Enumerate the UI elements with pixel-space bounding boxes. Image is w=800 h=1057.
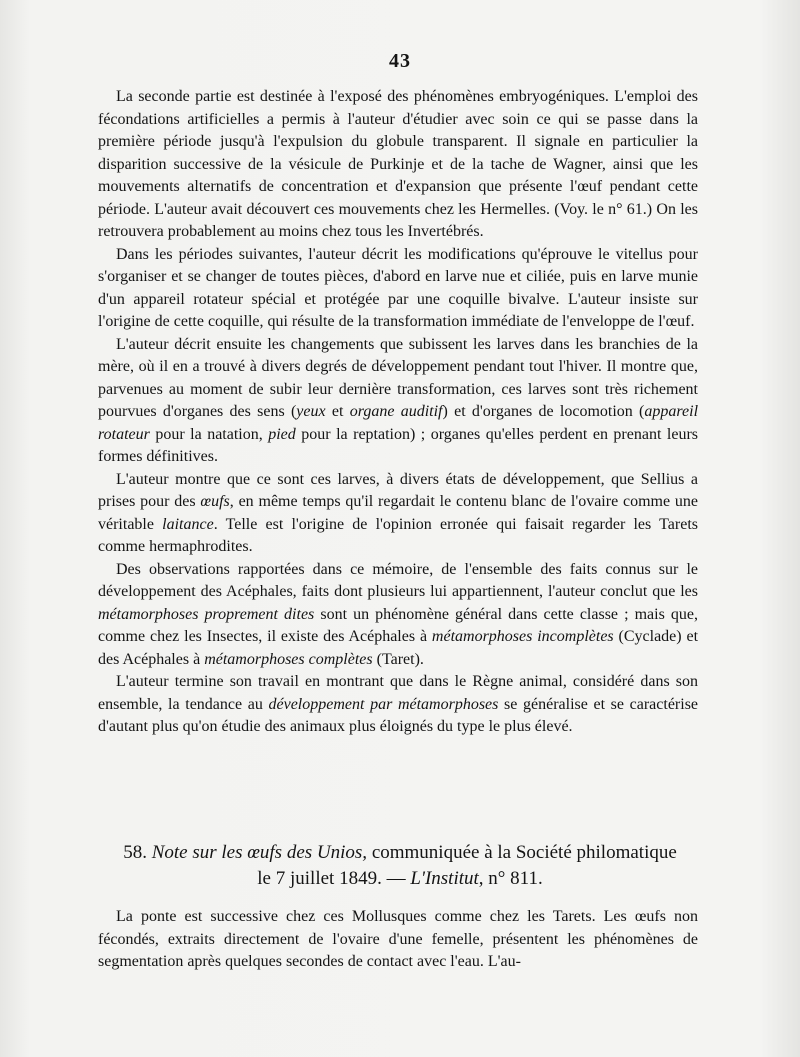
entry-title-rest: communiquée à la Société philomatique	[367, 842, 677, 863]
body-text	[98, 86, 698, 739]
page-number: 43	[389, 50, 411, 72]
following-paragraph: La ponte est successive chez ces Mollusques comme chez les Tarets. Les œufs non fécondés, extraits directement de l'ovaire d'une femelle, présentent les phénomènes de segmentation après quelques secondes de contact avec l'eau. L'au-	[98, 908, 698, 970]
text-run: L'auteur montre que ce sont ces larves, à divers états de développement, que Sellius a prises pour des	[98, 470, 698, 510]
italic-text: métamorphoses incomplètes	[431, 628, 614, 645]
text-run: , en même temps qu'il regardait le contenu blanc de l'ovaire comme une véritable	[98, 493, 698, 533]
text-run: L'auteur termine son travail en montrant que dans le Règne animal, considéré dans son ensemble, la tendance au	[98, 673, 698, 713]
entry-number: 58.	[123, 842, 147, 863]
text-run: ) et d'organes de locomotion (	[442, 403, 645, 420]
paragraph	[98, 244, 698, 334]
entry-heading	[98, 840, 702, 892]
paragraph	[98, 671, 698, 739]
paragraph	[98, 469, 698, 559]
text-run: La seconde partie est destinée à l'exposé des phénomènes embryogéniques. L'emploi des fécondations artificielles a permis à l'auteur d'étudier avec soin ce qui se passe dans la première période jusqu'à l'expulsion du globule transparent. Il signale en particulier la disparition successive de la vésicule de Purkinje et de la tache de Wagner, ainsi que les mouvements alternatifs de concentration et d'expansion que présente l'œuf pendant cette période. L'auteur avait découvert ces mouvements chez les Hermelles. (Voy. le n° 61.) On les retrouvera probablement au moins chez tous les Invertébrés.	[98, 88, 698, 240]
italic-text: œufs	[200, 493, 230, 510]
entry-journal-number: , n° 811.	[478, 868, 543, 889]
text-run: pour la reptation) ; organes qu'elles perdent en prenant leurs formes définitives.	[98, 425, 699, 465]
entry-journal: L'Institut	[410, 868, 479, 889]
entry-heading-line-2	[98, 866, 702, 892]
italic-text: développement par métamorphoses	[268, 695, 499, 713]
italic-text: organe auditif	[349, 403, 443, 420]
text-run: L'auteur décrit ensuite les changements que subissent les larves dans les branchies de la mère, où il en a trouvé à divers degrés de développement pendant tout l'hiver. Il montre que, parvenues au moment de subir leur dernière transformation, ces larves sont très richement pourvues d'organes des sens (	[98, 335, 698, 420]
text-run: et	[325, 403, 350, 420]
following-text	[98, 906, 698, 974]
paragraph	[98, 334, 698, 469]
paragraph	[98, 86, 698, 244]
text-run: . Telle est l'origine de l'opinion erronée qui faisait regarder les Tarets comme hermaphrodites.	[98, 515, 699, 555]
text-run: (Cyclade) et des Acéphales à	[98, 628, 699, 668]
text-run: Des observations rapportées dans ce mémoire, de l'ensemble des faits connus sur le développement des Acéphales, faits dont plusieurs lui appartiennent, l'auteur conclut que les	[98, 560, 698, 600]
italic-text: métamorphoses complètes	[204, 650, 373, 668]
paragraph	[98, 559, 698, 672]
text-run: (Taret).	[372, 650, 424, 668]
entry-heading-line-1	[98, 840, 702, 866]
italic-text: appareil rotateur	[98, 403, 699, 443]
italic-text: yeux	[296, 403, 326, 420]
text-run: pour la natation,	[149, 425, 269, 443]
italic-text: métamorphoses proprement dites	[98, 605, 315, 623]
entry-date: le 7 juillet 1849. —	[257, 868, 411, 889]
entry-title: Note sur les œufs des Unios,	[151, 842, 368, 863]
text-run: Dans les périodes suivantes, l'auteur décrit les modifications qu'éprouve le vitellus pour s'organiser et se changer de toutes pièces, d'abord en larve nue et ciliée, puis en larve munie d'un appareil rotateur spécial et protégée par une coquille bivalve. L'auteur insiste sur l'origine de cette coquille, qui résulte de la transformation immédiate de l'enveloppe de l'œuf.	[98, 245, 698, 330]
text-run: se généralise et se caractérise d'autant plus qu'on étudie des animaux plus éloignés du type le plus élevé.	[98, 695, 699, 735]
italic-text: laitance	[162, 515, 214, 533]
italic-text: pied	[268, 425, 296, 443]
text-run: sont un phénomène général dans cette classe ; mais que, comme chez les Insectes, il existe des Acéphales à	[98, 605, 699, 645]
